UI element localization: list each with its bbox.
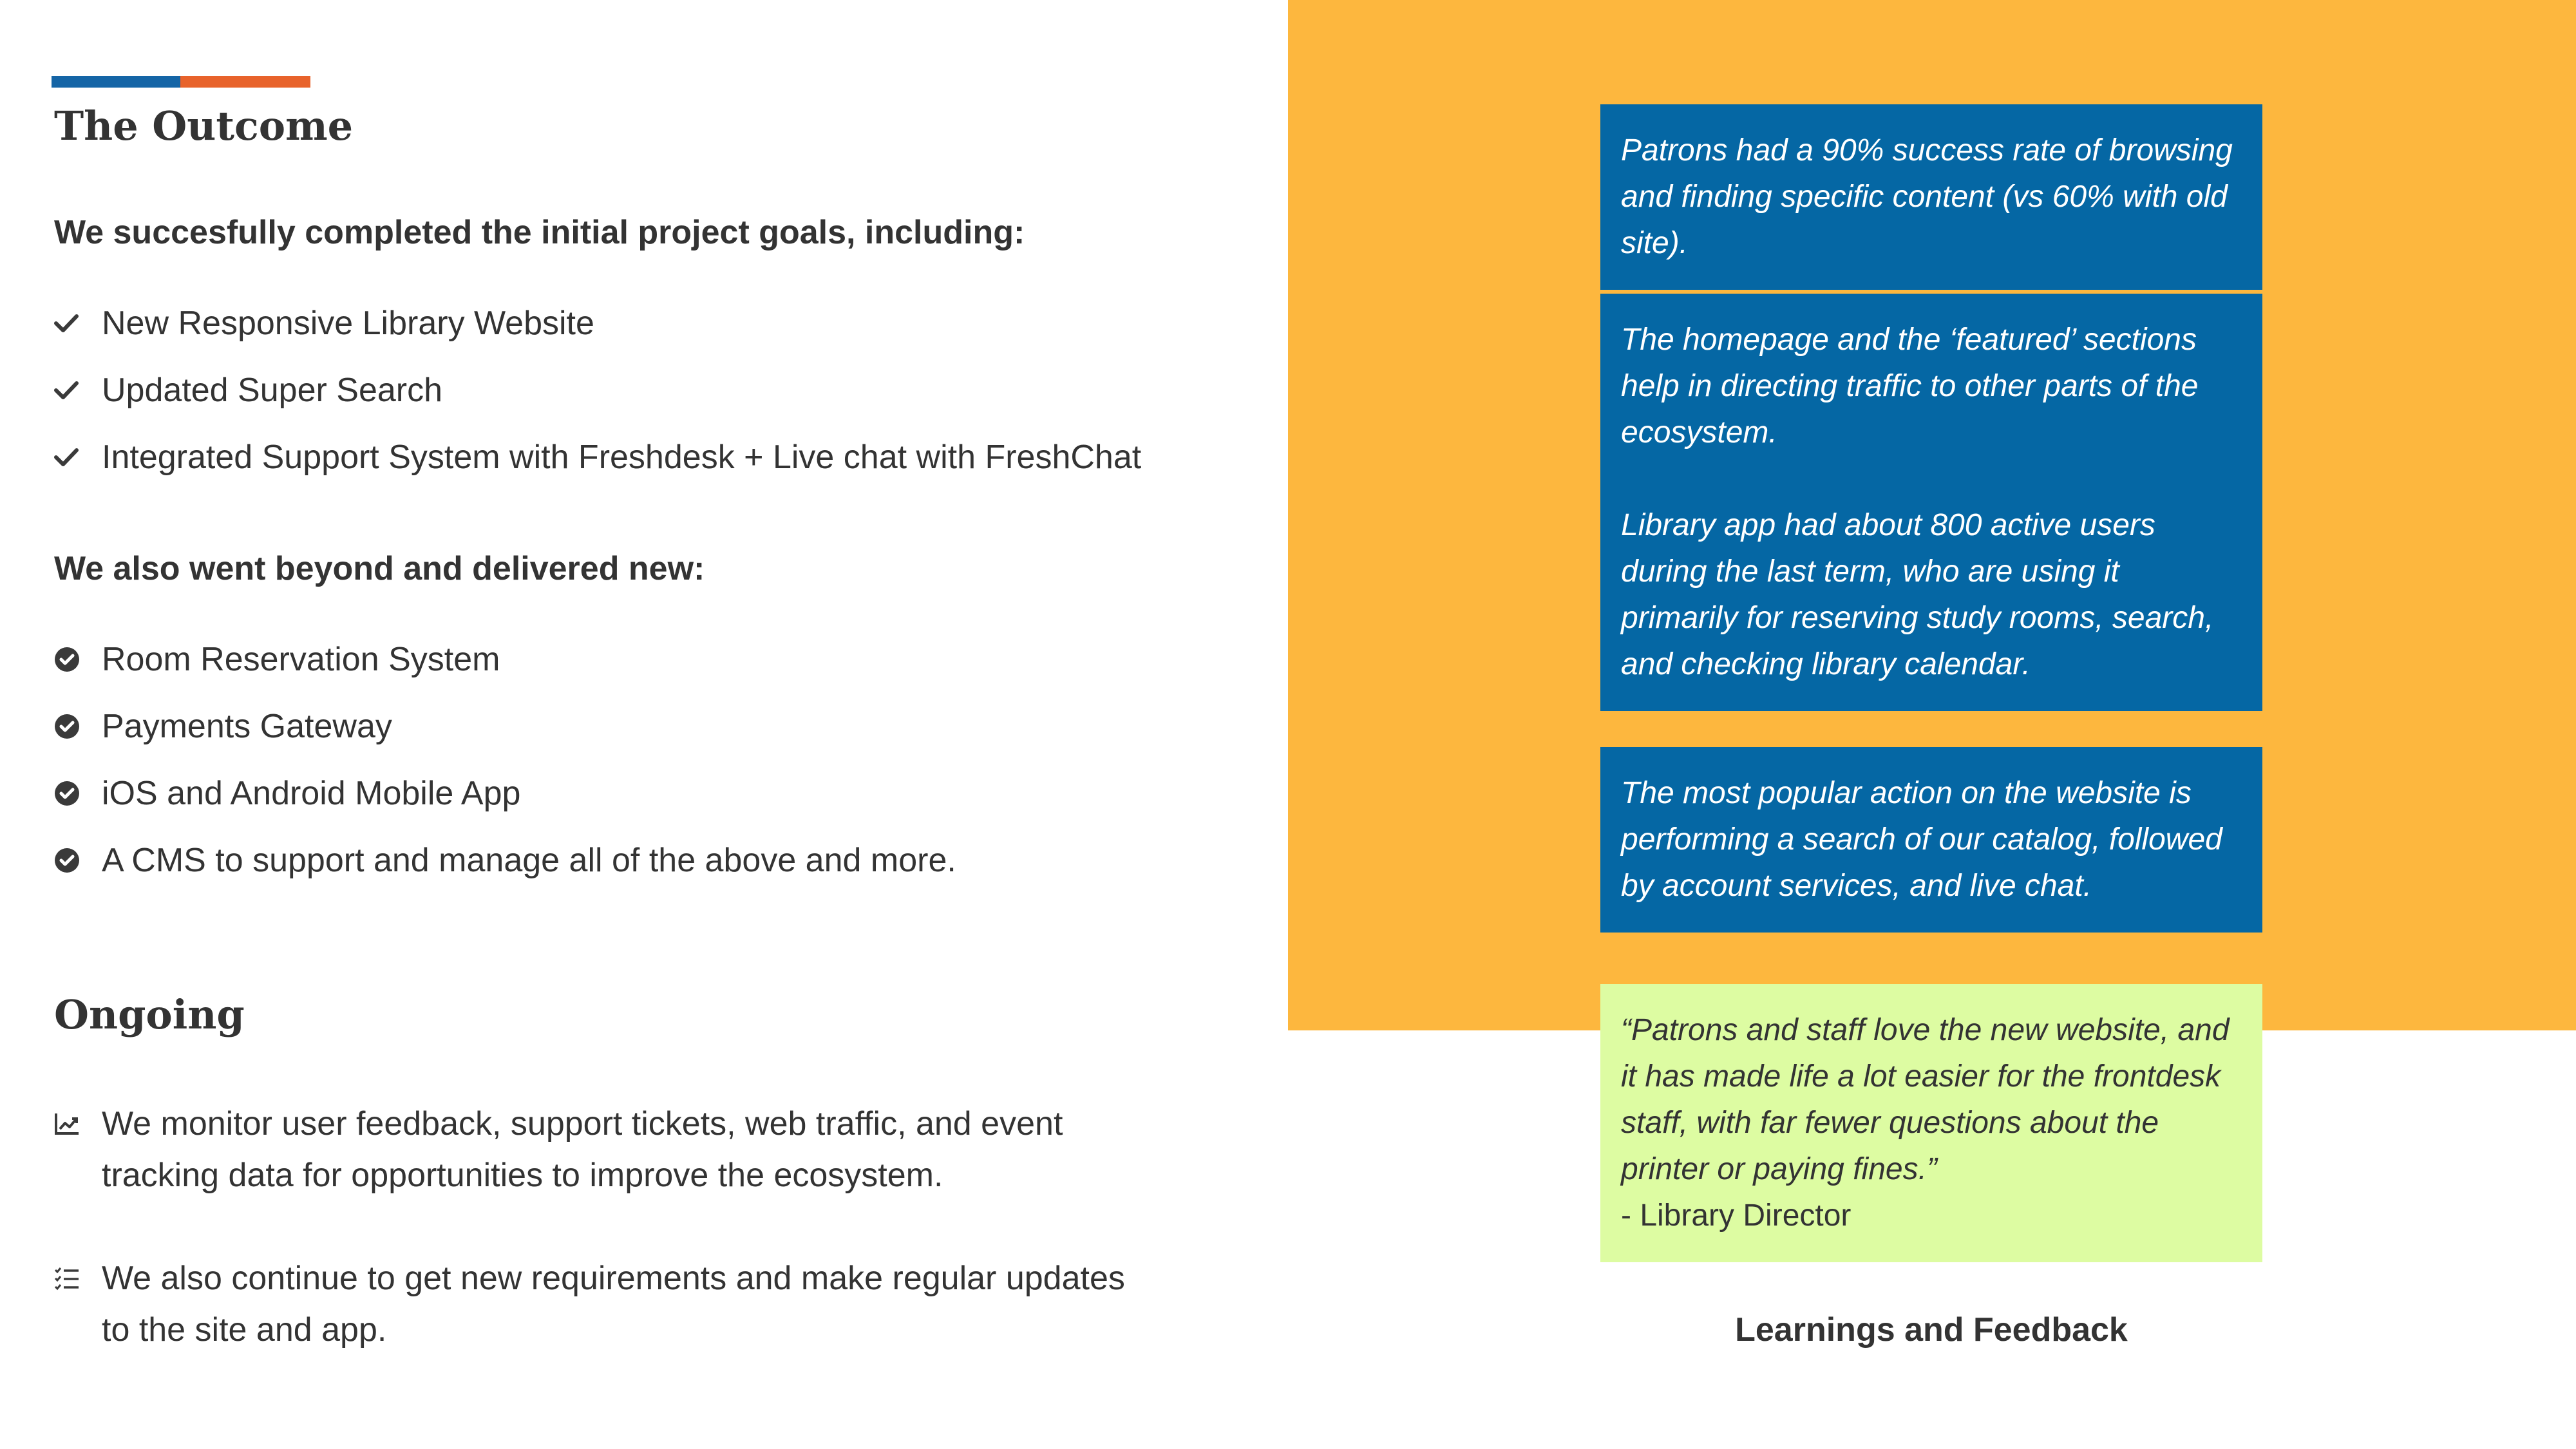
list-item — [54, 626, 956, 693]
accent-bar — [52, 76, 310, 88]
check-icon — [54, 314, 102, 333]
quote-card — [1600, 984, 2262, 1262]
goal-label: New Responsive Library Website — [102, 305, 594, 342]
ongoing-text: We monitor user feedback, support tickets, web traffic, and event tracking data for opportunities to improve the ecosystem. — [102, 1105, 1063, 1194]
feedback-card: The most popular action on the website is performing a search of our catalog, followed by account services, and live chat. — [1600, 747, 2262, 933]
list-item — [54, 424, 1141, 491]
outcome-title: The Outcome — [54, 102, 354, 149]
goals-list — [54, 290, 1141, 491]
feedback-card: Library app had about 800 active users during the last term, who are using it primarily for reserving study rooms, search, and checking library calendar. — [1600, 479, 2262, 711]
check-icon — [54, 448, 102, 467]
deliverable-label: Room Reservation System — [102, 641, 500, 678]
accent-bar-blue — [52, 76, 180, 88]
feedback-card: Patrons had a 90% success rate of browsing and finding specific content (vs 60% with old site). — [1600, 104, 2262, 290]
check-circle-icon — [54, 848, 102, 873]
list-item — [54, 760, 956, 827]
ongoing-title: Ongoing — [54, 991, 245, 1038]
goal-label: Updated Super Search — [102, 372, 443, 409]
goal-label: Integrated Support System with Freshdesk + Live chat with FreshChat — [102, 439, 1142, 476]
outcome-intro: We succesfully completed the initial project goals, including: — [54, 214, 1025, 251]
list-item — [54, 827, 956, 894]
ongoing-item — [54, 1098, 1149, 1201]
ongoing-text: We also continue to get new requirements and make regular updates to the site and app. — [102, 1260, 1125, 1349]
quote-text: “Patrons and staff love the new website, and it has made life a lot easier for the frontdesk staff, with far fewer questions about the printer or paying fines.” — [1621, 1013, 2230, 1186]
accent-bar-orange — [180, 76, 310, 88]
feedback-card: The homepage and the ‘featured’ sections help in directing traffic to other parts of the ecosystem. — [1600, 294, 2262, 479]
list-item — [54, 693, 956, 760]
deliverables-list — [54, 626, 956, 894]
task-list-icon — [54, 1253, 102, 1294]
quote-attribution: - Library Director — [1621, 1198, 1852, 1233]
check-circle-icon — [54, 647, 102, 672]
list-item — [54, 357, 1141, 424]
deliverable-label: A CMS to support and manage all of the above and more. — [102, 842, 956, 879]
check-circle-icon — [54, 714, 102, 739]
list-item — [54, 290, 1141, 357]
ongoing-item — [54, 1253, 1149, 1356]
check-circle-icon — [54, 781, 102, 806]
feedback-caption: Learnings and Feedback — [1735, 1311, 2128, 1349]
chart-line-icon — [54, 1098, 102, 1139]
deliverable-label: iOS and Android Mobile App — [102, 775, 521, 812]
beyond-intro: We also went beyond and delivered new: — [54, 550, 705, 587]
check-icon — [54, 381, 102, 400]
deliverable-label: Payments Gateway — [102, 708, 392, 745]
